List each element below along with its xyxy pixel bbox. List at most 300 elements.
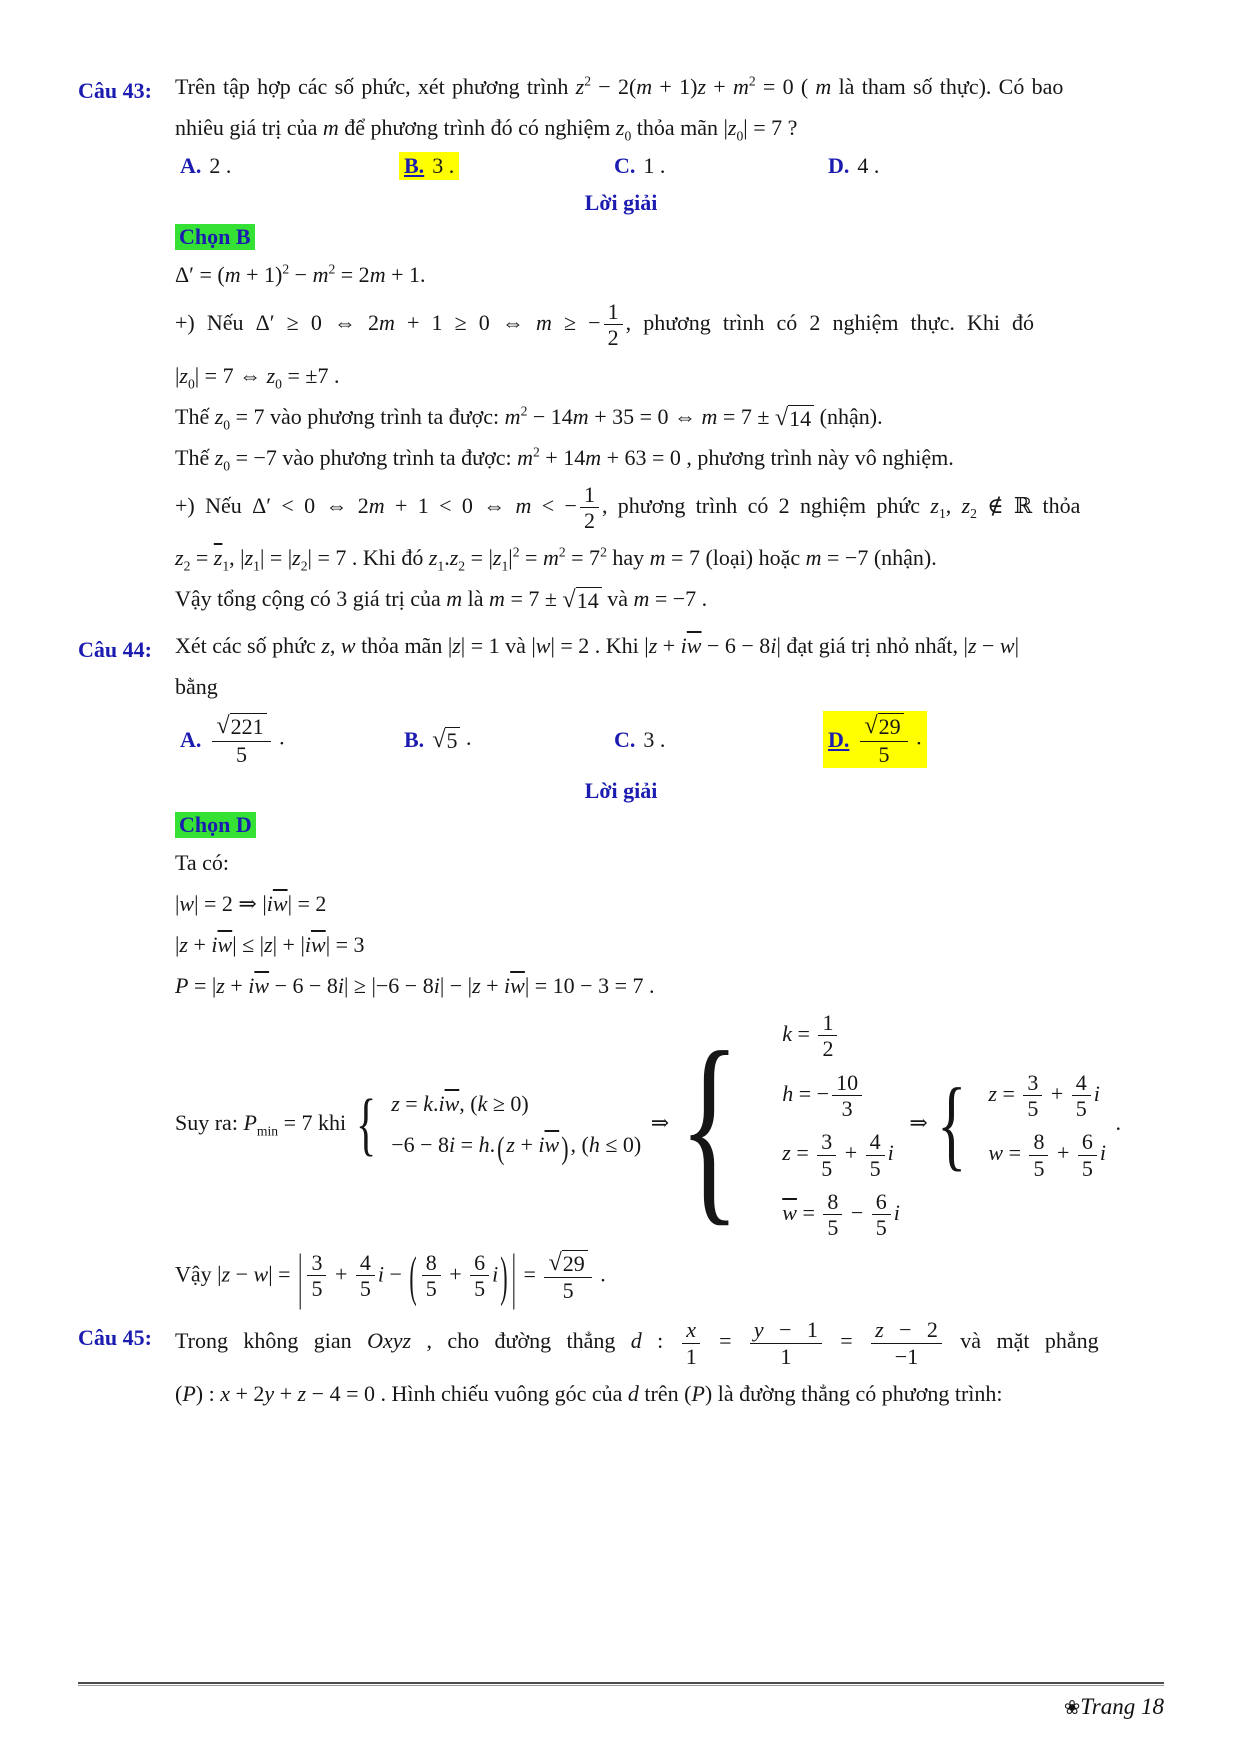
option-value — [432, 153, 454, 179]
math-text: 1 — [685, 1343, 697, 1369]
math-var: z — [782, 1140, 791, 1166]
math-text: , — [945, 492, 962, 518]
option-label: C. — [614, 726, 636, 752]
math-var: i — [433, 973, 440, 999]
math-text: , cho đường thẳng — [411, 1328, 631, 1354]
math-text: 5 — [869, 1155, 881, 1181]
option-value — [643, 153, 665, 179]
fraction-denominator — [232, 742, 251, 767]
solution-heading: Lời giải — [584, 778, 658, 804]
math-var: m — [489, 586, 505, 612]
option-label: B. — [404, 726, 425, 752]
math-var: z — [179, 932, 188, 958]
math-text: + — [839, 1140, 863, 1166]
math-text: + — [187, 932, 212, 958]
math-var: z — [175, 545, 184, 571]
fraction-numerator — [1023, 1070, 1042, 1096]
math-text: 8 — [1033, 1129, 1045, 1155]
math-text: , | — [229, 545, 245, 571]
math-text: + — [443, 1261, 468, 1287]
math-text: 14 — [576, 588, 599, 614]
math-text: 5 — [1075, 1096, 1087, 1122]
choice-line — [175, 812, 1164, 838]
math-text: − — [976, 633, 1000, 659]
math-var: z — [575, 74, 585, 99]
math-var: P — [175, 973, 189, 999]
math-text: Suy ra: — [175, 1110, 244, 1136]
math-text: Vậy tổng cộng có 3 giá trị của — [175, 586, 447, 612]
math-var: m — [542, 545, 559, 571]
math-text: 5 — [827, 1215, 839, 1241]
superscript: 2 — [558, 544, 566, 560]
math-text: = — [399, 1091, 424, 1117]
math-var: i — [377, 1261, 384, 1287]
math-text: | — [508, 545, 513, 571]
math-text: 221 — [230, 714, 264, 740]
math-text: ) là đường thẳng có phương trình: — [704, 1381, 1003, 1407]
subscript: 0 — [275, 375, 282, 391]
fraction-denominator — [776, 1344, 795, 1369]
option-b — [399, 724, 609, 755]
math-var: d — [630, 1328, 642, 1354]
math-text: + 35 = 0 ⇔ — [588, 403, 702, 429]
math-var: m — [649, 545, 666, 571]
math-line — [175, 541, 1164, 574]
fraction — [818, 1010, 837, 1062]
math-text: 6 — [1081, 1129, 1093, 1155]
math-var: m — [379, 309, 395, 335]
math-var: Oxyz — [367, 1328, 412, 1354]
fraction-denominator — [559, 1278, 578, 1303]
math-text: + — [657, 633, 681, 659]
math-text: = | — [465, 545, 493, 571]
question-43-options — [175, 152, 1164, 180]
math-var: m — [369, 262, 386, 287]
math-var: z — [648, 633, 658, 659]
math-var: P — [243, 1110, 257, 1136]
fraction — [422, 1250, 441, 1302]
page-number-line — [78, 1694, 1164, 1720]
math-text: = 7 khi — [278, 1110, 352, 1136]
fraction-denominator — [823, 1215, 842, 1240]
system-row — [782, 1070, 900, 1122]
math-text: | = 2 ⇒ | — [194, 891, 267, 917]
fraction-numerator — [818, 1010, 837, 1036]
conjugate-overline: $\overline{w}$ — [686, 633, 702, 659]
math-line — [175, 1317, 1164, 1369]
math-text: 5 — [311, 1276, 323, 1302]
math-text: | = 7 ⇔ — [194, 362, 267, 388]
radicand — [445, 727, 460, 754]
math-text: ≥ − — [551, 309, 601, 335]
question-44-solution — [175, 846, 1164, 1311]
fraction-denominator — [604, 325, 623, 350]
math-line — [175, 299, 1164, 351]
option-content — [823, 152, 884, 180]
fraction-numerator — [307, 1250, 326, 1276]
math-var: i — [1099, 1140, 1107, 1166]
subscript: 1 — [437, 558, 445, 574]
math-var: i — [438, 1091, 445, 1117]
fraction-numerator — [544, 1249, 591, 1279]
option-a — [175, 711, 399, 768]
fraction — [817, 1129, 836, 1181]
math-text: 5 — [821, 1155, 833, 1181]
math-var: m — [636, 74, 653, 99]
chosen-answer-badge: Chọn D — [175, 812, 256, 838]
math-var: z — [697, 74, 706, 99]
math-text: 5 — [359, 1276, 371, 1302]
math-text: − — [230, 1261, 254, 1287]
fraction-numerator — [860, 712, 907, 742]
tall-paren-icon: ) — [561, 1128, 569, 1166]
math-text: Trong không gian — [175, 1328, 368, 1354]
math-var: i — [492, 1261, 499, 1287]
tall-bar-icon: | — [511, 1240, 517, 1311]
question-44-text — [175, 629, 1164, 703]
math-var: z — [266, 362, 276, 388]
subscript: 2 — [970, 505, 977, 521]
math-text: . — [444, 545, 450, 571]
math-text: là — [462, 586, 490, 612]
math-var: m — [322, 115, 339, 140]
math-var: y — [753, 1317, 764, 1343]
math-text: 5 — [1033, 1155, 1045, 1181]
math-text: nhiêu giá trị của — [175, 115, 323, 140]
math-text: 3 — [841, 1096, 853, 1122]
option-d — [823, 152, 1164, 180]
math-text: + — [274, 1381, 298, 1407]
math-line — [175, 482, 1164, 534]
superscript: 2 — [748, 73, 756, 89]
math-line — [175, 928, 1164, 961]
math-var: m — [633, 586, 650, 612]
math-var: i — [893, 1199, 900, 1225]
math-text: = — [796, 1199, 821, 1225]
fraction-numerator — [832, 1070, 862, 1096]
system-row — [988, 1070, 1106, 1122]
tall-paren-icon: ) — [500, 1244, 508, 1308]
math-var: z — [615, 115, 625, 140]
math-text: Thế — [175, 444, 215, 470]
math-var: z — [297, 1381, 307, 1407]
system-row — [391, 1128, 642, 1166]
math-text: + — [329, 1261, 353, 1287]
fraction-denominator — [817, 1156, 836, 1181]
option-content — [175, 152, 236, 180]
fraction-denominator — [307, 1276, 326, 1301]
conjugate-overline: $\overline{w}$ — [544, 1132, 560, 1158]
fraction-denominator — [1078, 1156, 1097, 1181]
math-text: | đạt giá trị nhỏ nhất, | — [776, 633, 968, 659]
math-text: − 6 − 8 — [269, 973, 338, 999]
radicand — [878, 713, 904, 740]
math-text: = — [703, 1328, 747, 1354]
math-text: 5 — [1027, 1096, 1039, 1122]
subscript: 0 — [223, 416, 231, 432]
option-label: C. — [614, 153, 636, 178]
option-content — [609, 152, 670, 180]
math-text: . — [1110, 1110, 1122, 1136]
math-var: m — [732, 74, 749, 99]
system-row — [988, 1129, 1106, 1181]
math-text: 4 — [869, 1129, 881, 1155]
subscript: 1 — [222, 558, 230, 574]
math-text: | = 10 − 3 = 7 . — [524, 973, 655, 999]
math-line — [175, 1240, 1164, 1311]
radical-sign: √ — [774, 403, 789, 431]
subscript: 1 — [253, 558, 260, 574]
fraction-denominator — [1072, 1096, 1091, 1121]
math-var: z — [961, 492, 971, 518]
radicand — [788, 405, 814, 432]
math-text: ∉ ℝ thỏa — [976, 492, 1081, 518]
fraction — [872, 1189, 891, 1241]
option-value — [643, 727, 665, 753]
math-var: w — [253, 1261, 269, 1287]
math-var: m — [504, 403, 521, 429]
question-45 — [78, 1317, 1164, 1410]
math-text: 29 — [562, 1250, 585, 1276]
math-text: 6 — [875, 1188, 887, 1214]
math-var: i — [337, 973, 345, 999]
subscript: 0 — [624, 128, 632, 144]
math-text: | = | — [259, 545, 293, 571]
math-text: +) Nếu Δ′ ≥ 0 ⇔ 2 — [175, 309, 380, 335]
flower-icon: ❀ — [1063, 1696, 1081, 1719]
math-text: 5 — [878, 741, 890, 767]
system-rows — [389, 1087, 642, 1166]
math-text: 2 — [583, 507, 595, 533]
math-text: ⇒ — [903, 1110, 934, 1136]
math-text: = ±7 . — [281, 362, 340, 388]
math-var: w — [535, 633, 551, 659]
math-var: h — [782, 1080, 794, 1106]
math-text: 8 — [425, 1250, 437, 1276]
footer-divider — [78, 1682, 1164, 1686]
math-text: − 4 = 0 . Hình chiếu vuông góc của — [306, 1381, 628, 1407]
math-line — [175, 441, 1164, 474]
fraction-numerator — [823, 1189, 842, 1215]
fraction-denominator — [470, 1276, 489, 1301]
radical-sign: √ — [548, 1248, 562, 1276]
math-text: = 7 ± — [504, 586, 563, 612]
math-text: − — [289, 262, 313, 287]
math-text: 4 — [359, 1250, 371, 1276]
fraction-denominator — [818, 1036, 837, 1061]
radical-sign: √ — [562, 586, 576, 614]
math-text: bằng — [175, 674, 218, 700]
radical — [562, 587, 601, 614]
math-text: = — [824, 1328, 869, 1354]
math-text: | − | — [439, 973, 473, 999]
math-text: + 2 — [230, 1381, 265, 1407]
math-text: 1 . — [643, 153, 666, 178]
fraction — [580, 482, 599, 534]
fraction — [871, 1317, 942, 1369]
math-text: = 7 (loại) hoặc — [665, 545, 806, 571]
fraction — [212, 712, 270, 767]
fraction-denominator — [838, 1096, 857, 1121]
conjugate-overline: $\overline{w}$ — [444, 1091, 460, 1117]
math-text: | — [1014, 633, 1020, 659]
math-text: < − — [531, 492, 577, 518]
option-a — [175, 152, 399, 180]
math-text: + 1 ≥ 0 ⇔ — [394, 309, 537, 335]
math-text: và mặt phẳng — [944, 1328, 1099, 1354]
math-text: = 0 ( — [755, 74, 816, 99]
question-44-number: Câu 44: — [78, 637, 152, 663]
tall-paren-icon: ( — [497, 1128, 505, 1166]
fraction-numerator — [750, 1317, 822, 1343]
conjugate-overline: $\overline{w}$ — [272, 891, 288, 917]
math-var: z — [449, 545, 459, 571]
math-text: ⇒ — [645, 1110, 675, 1136]
subscript: 2 — [183, 558, 191, 574]
math-var: h — [588, 1132, 600, 1158]
radical — [775, 405, 814, 432]
fraction — [1072, 1070, 1091, 1122]
choice-line — [175, 224, 1164, 250]
option-content — [399, 152, 459, 180]
conjugate-overline: $\overline{w}$ — [217, 932, 233, 958]
fraction-numerator — [866, 1129, 885, 1155]
math-text: Ta có: — [175, 850, 230, 876]
math-var: i — [504, 973, 511, 999]
math-text: 14 — [789, 405, 812, 431]
math-text: (nhận). — [814, 403, 883, 429]
math-var: x — [686, 1317, 697, 1343]
radical — [864, 713, 903, 740]
math-text: − 2( — [591, 74, 637, 99]
math-text: 4 — [1075, 1069, 1087, 1095]
math-text: 1 — [822, 1010, 834, 1036]
math-text: = — [790, 1140, 815, 1166]
math-text: : — [641, 1328, 679, 1354]
equation-system — [678, 1007, 900, 1243]
math-text: 5 — [236, 741, 248, 767]
fraction-numerator — [871, 1317, 942, 1343]
math-text: 5 — [1081, 1155, 1093, 1181]
math-line — [175, 887, 1164, 920]
math-var: z — [214, 444, 224, 470]
fraction — [1078, 1129, 1097, 1181]
math-var: z — [428, 545, 438, 571]
option-content — [175, 711, 290, 768]
math-line — [175, 582, 1164, 615]
math-var: z — [988, 1080, 997, 1106]
fraction — [823, 1189, 842, 1241]
math-var: y — [264, 1381, 275, 1407]
math-text: | ≤ | — [232, 932, 265, 958]
math-text: − 14 — [527, 403, 573, 429]
math-text: 29 — [878, 714, 901, 740]
math-var: i — [248, 973, 255, 999]
math-text: 5 — [474, 1276, 486, 1302]
option-value — [432, 725, 471, 754]
math-text: + 14 — [539, 444, 586, 470]
system-brace-icon: { — [355, 1086, 376, 1164]
math-var: z — [179, 362, 188, 388]
fraction — [356, 1250, 375, 1302]
math-var: i — [211, 932, 218, 958]
question-45-text — [175, 1317, 1164, 1410]
math-text: ) : — [195, 1381, 221, 1407]
fraction-numerator — [470, 1250, 489, 1276]
fraction — [860, 712, 907, 767]
math-var: m — [701, 403, 718, 429]
math-var: z — [875, 1317, 884, 1343]
math-text: = — [1003, 1140, 1027, 1166]
radicand — [230, 713, 267, 740]
math-text: 5 — [562, 1278, 574, 1304]
question-45-number: Câu 45: — [78, 1325, 152, 1351]
conjugate-overline: $\overline{w}$ — [254, 973, 270, 999]
tall-bar-icon: | — [298, 1240, 303, 1311]
solution-heading: Lời giải — [584, 190, 658, 215]
math-text: + 1) — [240, 262, 283, 287]
math-line — [175, 1007, 1164, 1243]
option-value — [857, 712, 921, 767]
fraction — [307, 1250, 326, 1302]
equation-system — [355, 1086, 642, 1166]
fraction-numerator — [872, 1189, 891, 1215]
math-text: −6 − 8 — [391, 1132, 450, 1158]
radical-sign: √ — [432, 725, 446, 753]
math-line — [175, 1377, 1164, 1410]
question-44 — [78, 629, 1164, 1311]
conjugate-overline: $\overline{z}$ — [213, 545, 223, 571]
fraction — [604, 299, 623, 351]
math-text: | = — [268, 1261, 297, 1287]
system-brace-icon: { — [678, 1007, 740, 1243]
math-var: i — [680, 633, 687, 659]
equation-system — [937, 1070, 1106, 1181]
math-text: | + | — [272, 932, 305, 958]
math-text: Vậy | — [175, 1261, 222, 1287]
math-text: , — [329, 633, 341, 659]
math-var: k — [477, 1091, 488, 1117]
math-text: 1 — [780, 1343, 792, 1369]
math-text: 10 — [836, 1069, 859, 1095]
system-row — [782, 1010, 900, 1062]
system-row — [391, 1087, 641, 1120]
math-var: z — [214, 403, 224, 429]
math-var: m — [517, 444, 533, 470]
math-text: | = 7 . Khi đó — [307, 545, 429, 571]
conjugate-overline: $\overline{w}$ — [510, 973, 525, 999]
radical-sign: √ — [216, 712, 230, 740]
math-text: , ( — [459, 1091, 478, 1117]
math-text: + — [706, 74, 733, 99]
math-var: P — [691, 1381, 705, 1407]
superscript: 2 — [282, 261, 290, 277]
option-label: B. — [404, 153, 425, 178]
math-text: thỏa mãn | — [631, 115, 728, 140]
math-text: 8 — [827, 1188, 839, 1214]
fraction-numerator — [682, 1317, 700, 1343]
fraction-denominator — [422, 1276, 441, 1301]
math-text: − 1 — [763, 1317, 818, 1343]
math-text: | — [175, 891, 180, 917]
math-text: 3 — [821, 1129, 833, 1155]
fraction — [544, 1249, 591, 1304]
math-var: k — [423, 1091, 433, 1117]
math-var: m — [312, 262, 329, 287]
fraction-numerator — [356, 1250, 375, 1276]
tall-paren-icon: ( — [409, 1244, 417, 1308]
math-line — [175, 629, 1164, 662]
